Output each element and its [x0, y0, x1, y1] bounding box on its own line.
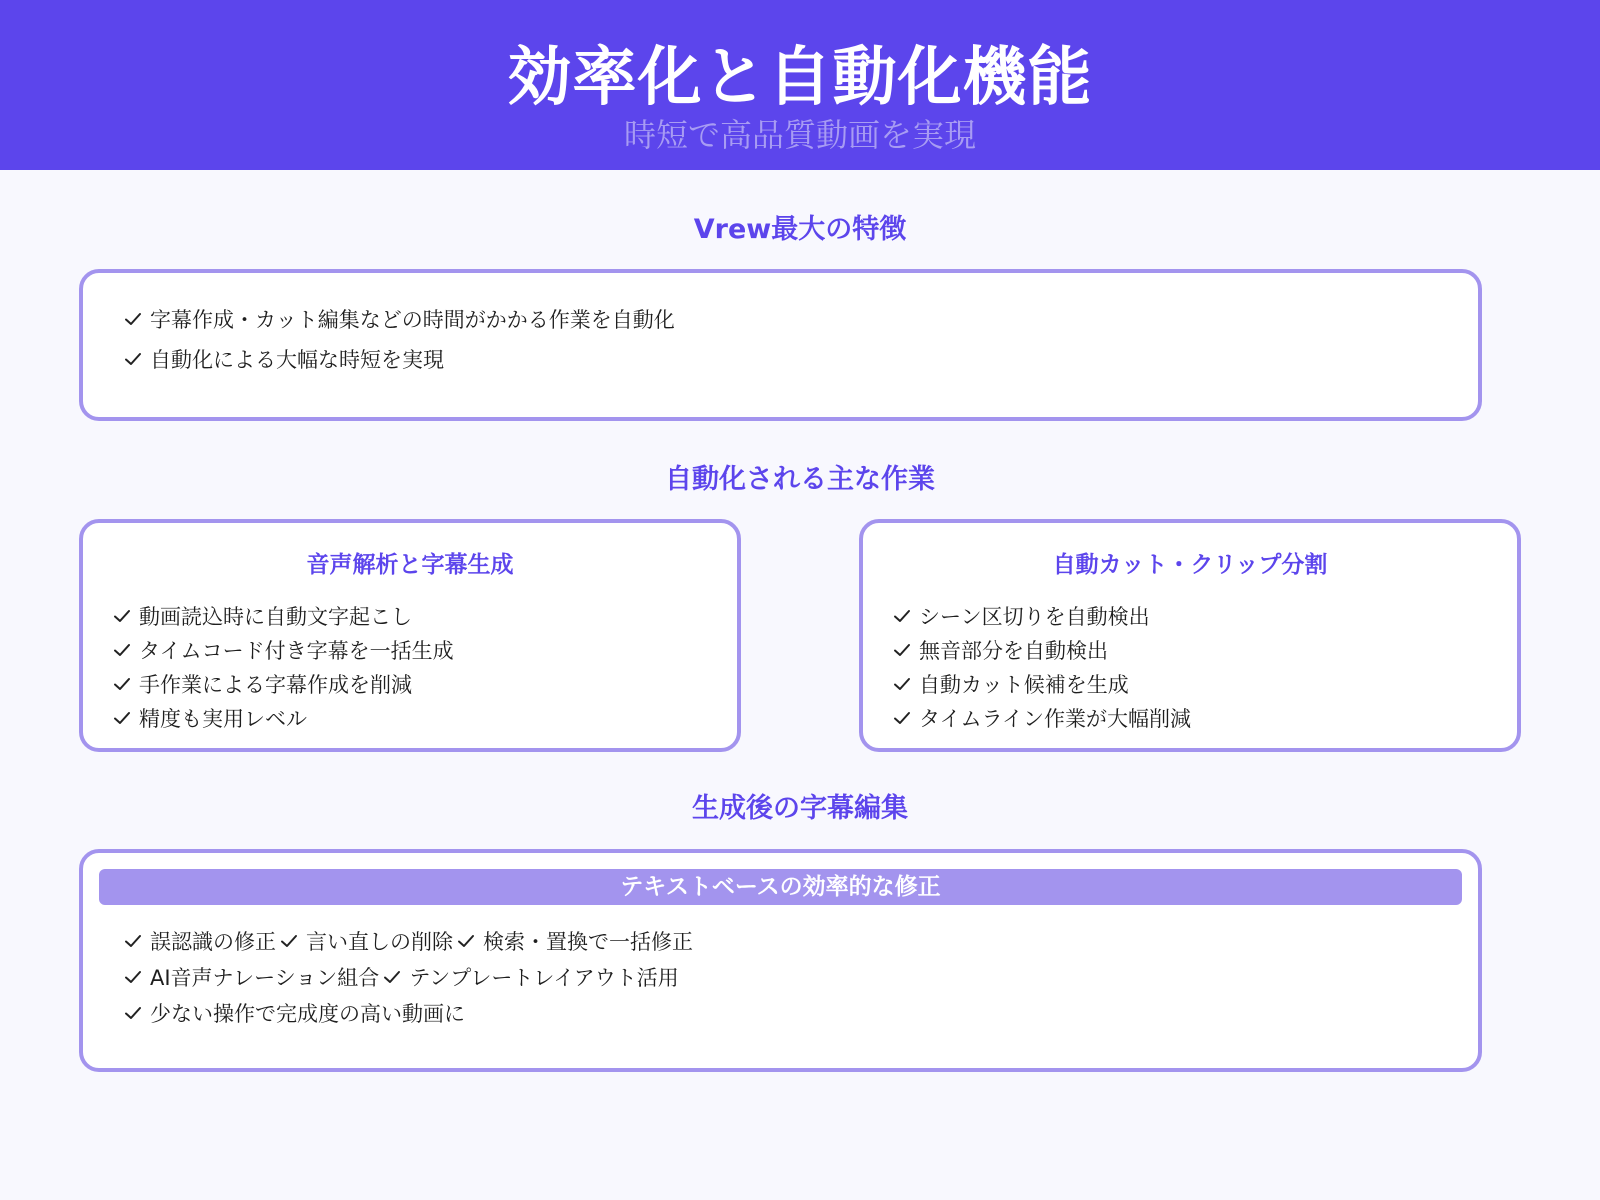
list-item-text: 自動化による大幅な時短を実現 — [150, 348, 444, 372]
page-header — [0, 0, 1600, 170]
list-item-text: 精度も実用レベル — [139, 707, 307, 731]
section-title-editing: 生成後の字幕編集 — [692, 793, 908, 824]
list-item-text: 動画読込時に自動文字起こし — [139, 605, 412, 629]
editing-row — [124, 995, 469, 1031]
features-card — [79, 269, 1482, 421]
list-item — [124, 998, 465, 1028]
list-item-text: 言い直しの削除 — [306, 930, 453, 954]
list-item — [893, 701, 1191, 735]
list-item — [113, 667, 454, 701]
list-item — [113, 701, 454, 735]
editing-row — [124, 959, 683, 995]
list-item-text: タイムライン作業が大幅削減 — [919, 707, 1191, 731]
page-title: 効率化と自動化機能 — [507, 41, 1093, 115]
list-item — [383, 962, 678, 992]
checkmark-icon — [113, 607, 131, 625]
list-item-text: テンプレートレイアウト活用 — [409, 966, 679, 990]
checkmark-icon — [383, 968, 401, 986]
list-item-text: 検索・置換で一括修正 — [483, 930, 693, 954]
list-item — [893, 667, 1191, 701]
checkmark-icon — [893, 675, 911, 693]
checkmark-icon — [124, 968, 142, 986]
checkmark-icon — [124, 350, 142, 368]
checkmark-icon — [113, 675, 131, 693]
autocut-list — [893, 599, 1191, 735]
features-list — [124, 299, 675, 379]
list-item — [113, 633, 454, 667]
autocut-card — [859, 519, 1521, 752]
checkmark-icon — [893, 607, 911, 625]
editing-card — [79, 849, 1482, 1072]
checkmark-icon — [113, 641, 131, 659]
list-item-text: 手作業による字幕作成を削減 — [139, 673, 412, 697]
card-title: 音声解析と字幕生成 — [306, 552, 514, 578]
list-item — [457, 926, 693, 956]
list-item — [124, 339, 675, 379]
list-item-text: 無音部分を自動検出 — [919, 639, 1108, 663]
editing-row — [124, 923, 697, 959]
checkmark-icon — [893, 709, 911, 727]
list-item — [113, 599, 454, 633]
checkmark-icon — [124, 1004, 142, 1022]
page-subtitle: 時短で高品質動画を実現 — [623, 116, 976, 154]
checkmark-icon — [124, 310, 142, 328]
checkmark-icon — [113, 709, 131, 727]
list-item-text: 字幕作成・カット編集などの時間がかかる作業を自動化 — [150, 308, 675, 332]
checkmark-icon — [124, 932, 142, 950]
list-item — [124, 962, 379, 992]
list-item — [280, 926, 453, 956]
speech-subtitle-card — [79, 519, 741, 752]
list-item — [893, 599, 1191, 633]
section-title-automation: 自動化される主な作業 — [665, 464, 935, 495]
list-item — [124, 299, 675, 339]
list-item-text: AI音声ナレーション組合 — [150, 966, 380, 990]
card-title: 自動カット・クリップ分割 — [1052, 552, 1328, 578]
list-item-text: 少ない操作で完成度の高い動画に — [150, 1002, 465, 1026]
list-item-text: 自動カット候補を生成 — [919, 673, 1129, 697]
checkmark-icon — [893, 641, 911, 659]
list-item-text: シーン区切りを自動検出 — [919, 605, 1150, 629]
section-title-features: Vrew最大の特徴 — [693, 214, 907, 245]
list-item-text: 誤認識の修正 — [150, 930, 276, 954]
checkmark-icon — [457, 932, 475, 950]
list-item-text: タイムコード付き字幕を一括生成 — [139, 639, 454, 663]
list-item — [893, 633, 1191, 667]
list-item — [124, 926, 276, 956]
editing-banner: テキストベースの効率的な修正 — [99, 869, 1462, 905]
checkmark-icon — [280, 932, 298, 950]
speech-subtitle-list — [113, 599, 454, 735]
